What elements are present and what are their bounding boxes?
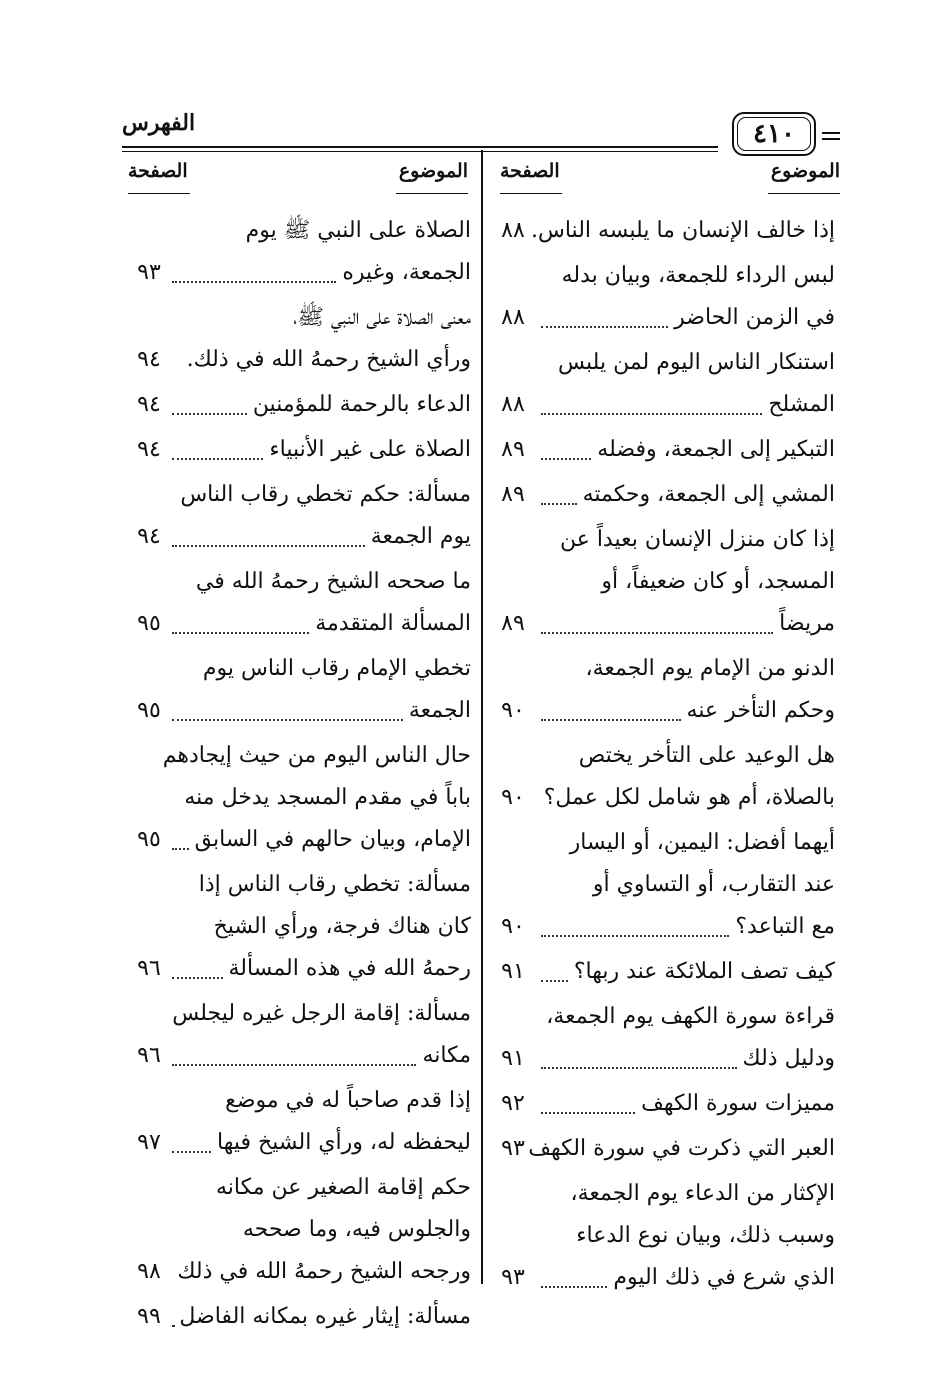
entry-text: مكانه [422, 1043, 471, 1068]
page-ref: ٩٠ [501, 785, 525, 810]
index-entry [137, 1167, 471, 1293]
entry-line [535, 384, 835, 426]
page-ref: ٨٩ [501, 437, 525, 462]
entry-text: العبر التي ذكرت في سورة الكهف [528, 1136, 835, 1161]
entry-line [535, 864, 835, 906]
page-ref: ٨٨ [501, 392, 525, 417]
entry-text: كيف تصف الملائكة عند ربها؟ [573, 959, 835, 984]
entry-text: حال الناس اليوم من حيث إيجادهم [162, 743, 471, 768]
header-rule-right [822, 132, 840, 144]
entry-line [166, 1209, 471, 1251]
entry-line [535, 1083, 835, 1125]
entry-text: وحكم التأخر عنه [686, 698, 835, 723]
leader-dots [172, 454, 263, 460]
entry-line [531, 210, 835, 252]
entry-line [166, 948, 471, 990]
page-ref: ٩٨ [137, 1259, 161, 1284]
page-header [122, 108, 840, 154]
index-entry [501, 822, 835, 948]
entry-text: وسبب ذلك، وبيان نوع الدعاء [576, 1223, 835, 1248]
page-ref: ٨٩ [501, 611, 525, 636]
leader-dots [541, 1108, 635, 1114]
entry-line [166, 819, 471, 861]
entry-text: يوم الجمعة [370, 524, 471, 549]
topic-underline [768, 193, 840, 194]
index-entry [137, 1296, 471, 1338]
page-ref: ٩٠ [501, 914, 525, 939]
index-entry [137, 864, 471, 990]
index-entry [501, 429, 835, 471]
topic-underline [396, 193, 468, 194]
entry-line [535, 1038, 835, 1080]
entry-line [535, 735, 835, 777]
index-entry [137, 474, 471, 558]
leader-dots [172, 1060, 416, 1066]
page-ref: ٩٦ [137, 1043, 161, 1068]
entry-text: إذا كان منزل الإنسان بعيداً عن [559, 527, 835, 552]
entry-line [166, 429, 471, 471]
entry-line [166, 561, 471, 603]
page-ref: ٩٤ [137, 347, 161, 372]
page-ref: ٩١ [501, 1046, 525, 1071]
entry-line [166, 603, 471, 645]
entry-text: ودليل ذلك [742, 1046, 835, 1071]
leader-dots [172, 409, 247, 415]
entry-text: المشلح [768, 392, 835, 417]
entry-text: الذي شرع في ذلك اليوم [613, 1265, 835, 1290]
entry-line [535, 1215, 835, 1257]
index-entry [501, 735, 835, 819]
page-ref: ٩٢ [501, 1091, 525, 1116]
column-divider [481, 150, 483, 1284]
entry-text: الدعاء بالرحمة للمؤمنين [252, 392, 471, 417]
entry-text: إذا خالف الإنسان ما يلبسه الناس. [531, 218, 835, 243]
index-entry [501, 519, 835, 645]
page-ref: ٩٣ [501, 1265, 525, 1290]
leader-dots [541, 322, 668, 328]
entry-text: معنى الصلاة على النبي ﷺ، [293, 305, 471, 330]
right-column-header [500, 160, 840, 196]
entry-line [166, 906, 471, 948]
leader-dots [172, 277, 336, 283]
entry-text: عند التقارب، أو التساوي أو [592, 872, 835, 897]
index-entry [137, 1080, 471, 1164]
entry-line [166, 1035, 471, 1077]
topic-heading: الموضوع [398, 160, 468, 182]
header-rule [122, 146, 718, 152]
entry-line [166, 1122, 471, 1164]
entry-text: المسجد، أو كان ضعيفاً، أو [601, 569, 835, 594]
entry-line [535, 297, 835, 339]
entry-line [166, 384, 471, 426]
page-ref: ٨٨ [501, 305, 525, 330]
entry-text: مريضاً [779, 611, 835, 636]
leader-dots [172, 844, 189, 850]
entry-text: المسألة المتقدمة [315, 611, 471, 636]
page-number: ٤١٠ [753, 119, 795, 149]
entry-text: مسألة: إقامة الرجل غيره ليجلس [172, 1001, 471, 1026]
entry-line [166, 993, 471, 1035]
index-entry [501, 210, 835, 252]
leader-dots [541, 1282, 607, 1288]
index-entry [137, 561, 471, 645]
page-number-badge [732, 112, 816, 156]
section-title: الفهرس [122, 110, 196, 136]
entry-text: استنكار الناس اليوم لمن يلبس [558, 350, 835, 375]
entry-line [535, 342, 835, 384]
entry-line [535, 1173, 835, 1215]
page-underline [128, 193, 190, 194]
index-entry [501, 1173, 835, 1299]
entry-text: كان هناك فرجة، ورأي الشيخ [213, 914, 471, 939]
entry-line [535, 519, 835, 561]
entry-line [166, 339, 471, 381]
leader-dots [172, 1321, 173, 1327]
page-ref: ٩٥ [137, 698, 161, 723]
entry-text: إذا قدم صاحباً له في موضع [225, 1088, 471, 1113]
entry-line [535, 951, 835, 993]
entry-text: التبكير إلى الجمعة، وفضله [597, 437, 835, 462]
entry-line [166, 1296, 471, 1338]
entry-line [535, 777, 835, 819]
entry-line [535, 603, 835, 645]
entry-text: رحمهُ الله في هذه المسألة [228, 956, 471, 981]
index-entry [501, 1083, 835, 1125]
entry-line [166, 1080, 471, 1122]
page-ref: ٩٠ [501, 698, 525, 723]
page-ref: ٨٩ [501, 482, 525, 507]
page-ref: ٩٣ [501, 1136, 525, 1161]
entry-text: الصلاة على النبي ﷺ يوم [245, 218, 471, 243]
entry-text: قراءة سورة الكهف يوم الجمعة، [546, 1004, 835, 1029]
entry-line [535, 474, 835, 516]
entry-line [535, 996, 835, 1038]
page-ref: ٩٥ [137, 611, 161, 636]
entry-text: ما صححه الشيخ رحمهُ الله في [195, 569, 471, 594]
page-ref: ٩٤ [137, 392, 161, 417]
index-entry [501, 996, 835, 1080]
entry-text: هل الوعيد على التأخر يختص [578, 743, 835, 768]
entry-line [166, 690, 471, 732]
leader-dots [172, 973, 223, 979]
index-entry [137, 297, 471, 381]
leader-dots [172, 715, 403, 721]
page-ref: ٩٧ [137, 1130, 161, 1155]
entry-line [535, 822, 835, 864]
entry-line [166, 252, 471, 294]
entry-text: المشي إلى الجمعة، وحكمته [582, 482, 835, 507]
entry-text: حكم إقامة الصغير عن مكانه [216, 1175, 471, 1200]
entry-line [166, 864, 471, 906]
entry-line [166, 1167, 471, 1209]
right-column [490, 210, 835, 1302]
entry-text: الصلاة على غير الأنبياء [269, 437, 471, 462]
entry-line [535, 1257, 835, 1299]
entry-text: الإمام، وبيان حالهم في السابق [194, 827, 471, 852]
page-ref: ٩١ [501, 959, 525, 984]
entry-text: تخطي الإمام رقاب الناس يوم [202, 656, 471, 681]
entry-line [535, 429, 835, 471]
leader-dots [541, 715, 681, 721]
entry-line [166, 297, 471, 339]
index-entry [501, 951, 835, 993]
entry-line [166, 777, 471, 819]
leader-dots [541, 409, 762, 415]
entry-text: ورأي الشيخ رحمهُ الله في ذلك. [186, 347, 471, 372]
leader-dots [541, 976, 568, 982]
leader-dots [172, 628, 309, 634]
page-underline [500, 193, 562, 194]
topic-heading: الموضوع [770, 160, 840, 182]
index-entry [137, 384, 471, 426]
leader-dots [541, 931, 729, 937]
entry-text: مع التباعد؟ [735, 914, 835, 939]
entry-line [166, 516, 471, 558]
index-entry [137, 735, 471, 861]
entry-text: ورجحه الشيخ رحمهُ الله في ذلك [177, 1259, 471, 1284]
page-ref: ٩٤ [137, 437, 161, 462]
entry-text: أيهما أفضل: اليمين، أو اليسار [569, 830, 835, 855]
page-ref: ٩٣ [137, 260, 161, 285]
entry-text: في الزمن الحاضر [674, 305, 835, 330]
entry-text: مسألة: تخطي رقاب الناس إذا [198, 872, 471, 897]
page-heading: الصفحة [128, 160, 188, 182]
index-entry [501, 474, 835, 516]
entry-line [166, 1251, 471, 1293]
page-ref: ٩٦ [137, 956, 161, 981]
entry-line [535, 906, 835, 948]
page-ref: ٨٨ [501, 218, 525, 243]
page-ref: ٩٩ [137, 1304, 161, 1329]
index-entry [501, 1128, 835, 1170]
leader-dots [541, 454, 591, 460]
index-entry [137, 993, 471, 1077]
leader-dots [541, 499, 577, 505]
index-entry [501, 342, 835, 426]
entry-line [535, 648, 835, 690]
leader-dots [172, 1147, 211, 1153]
entry-line [535, 255, 835, 297]
entry-line [162, 735, 471, 777]
entry-line [528, 1128, 835, 1170]
entry-line [166, 474, 471, 516]
entry-text: ليحفظه له، ورأي الشيخ فيها [217, 1130, 471, 1155]
entry-text: الجمعة، وغيره [342, 260, 471, 285]
entry-line [535, 561, 835, 603]
entry-text: والجلوس فيه، وما صححه [242, 1217, 471, 1242]
entry-text: الجمعة [408, 698, 471, 723]
leader-dots [541, 628, 773, 634]
index-entry [137, 648, 471, 732]
entry-text: باباً في مقدم المسجد يدخل منه [184, 785, 471, 810]
entry-line [535, 690, 835, 732]
leader-dots [541, 1063, 737, 1069]
entry-text: مسألة: حكم تخطي رقاب الناس [180, 482, 471, 507]
index-entry [137, 429, 471, 471]
left-column [126, 210, 471, 1341]
page-ref: ٩٤ [137, 524, 161, 549]
page-ref: ٩٥ [137, 827, 161, 852]
entry-line [166, 210, 471, 252]
index-entry [501, 648, 835, 732]
entry-text: بالصلاة، أم هو شامل لكل عمل؟ [543, 785, 835, 810]
entry-text: الدنو من الإمام يوم الجمعة، [585, 656, 835, 681]
left-column-header [128, 160, 468, 196]
entry-text: مميزات سورة الكهف [641, 1091, 835, 1116]
entry-text: الإكثار من الدعاء يوم الجمعة، [570, 1181, 835, 1206]
index-entry [501, 255, 835, 339]
page-heading: الصفحة [500, 160, 560, 182]
entry-text: لبس الرداء للجمعة، وبيان بدله [561, 263, 835, 288]
entry-text: مسألة: إيثار غيره بمكانه الفاضل [179, 1304, 471, 1329]
entry-line [166, 648, 471, 690]
leader-dots [172, 541, 365, 547]
index-entry [137, 210, 471, 294]
